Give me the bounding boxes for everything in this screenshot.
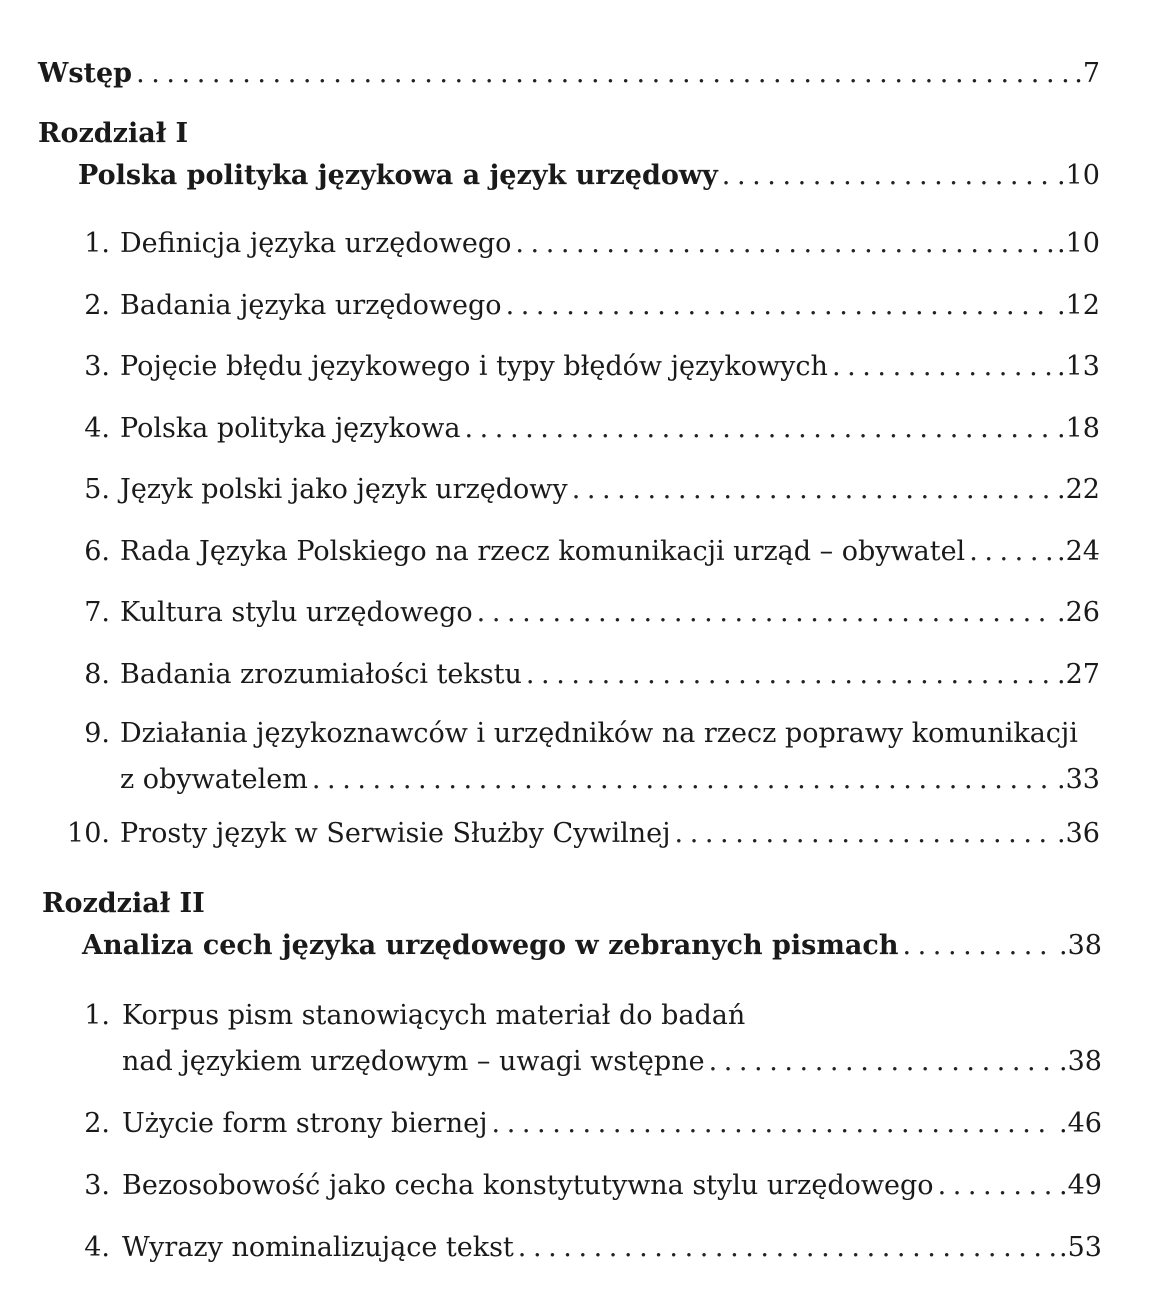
toc-page-number: .10 (1057, 160, 1100, 191)
leader-dots (136, 58, 1070, 90)
toc-entry-title: Rada Języka Polskiego na rzecz komunikacji urząd – obywatel (120, 536, 966, 567)
toc-entry-number: 7. (84, 597, 110, 628)
toc-entry-number: 4. (84, 1232, 110, 1263)
toc-entry (60, 413, 1100, 445)
toc-page-number: .38 (1059, 930, 1102, 961)
toc-entry-title: Bezosobowość jako cecha konstytutywna stylu urzędowego (122, 1170, 934, 1201)
toc-entry (60, 659, 1100, 691)
toc-entry-title: Korpus pism stanowiących materiał do badań (122, 1000, 746, 1031)
toc-entry-continuation (120, 764, 1100, 796)
toc-entry-title: Wyrazy nominalizujące tekst (122, 1232, 514, 1263)
toc-page-number: .36 (1057, 818, 1100, 849)
leader-dots (526, 659, 1053, 691)
toc-page-number: .22 (1057, 474, 1100, 505)
toc-entry (60, 718, 1078, 750)
leader-dots (675, 818, 1054, 850)
toc-entry-number: 3. (84, 1170, 110, 1201)
toc-entry-title: Prosty język w Serwisie Służby Cywilnej (120, 818, 671, 849)
toc-page-number: .26 (1057, 597, 1100, 628)
toc-entry (60, 597, 1100, 629)
toc-entry (60, 228, 1100, 260)
toc-entry-number: 9. (84, 718, 110, 749)
toc-entry-continuation (122, 1046, 1102, 1078)
leader-dots (938, 1170, 1055, 1202)
toc-entry-title-continued: nad językiem urzędowym – uwagi wstępne (122, 1046, 705, 1077)
chapter-label: Rozdział II (42, 888, 205, 919)
toc-page-number: .49 (1059, 1170, 1102, 1201)
toc-entry (60, 290, 1100, 322)
toc-entry (60, 1108, 1102, 1140)
toc-entry-title: Definicja języka urzędowego (120, 228, 512, 259)
toc-entry-number: 6. (84, 536, 110, 567)
toc-page-number: .7 (1074, 58, 1100, 89)
toc-entry-number: 2. (84, 290, 110, 321)
toc-entry (60, 474, 1100, 506)
leader-dots (518, 1232, 1055, 1264)
toc-entry-number: 2. (84, 1108, 110, 1139)
toc-page-number: .33 (1057, 764, 1100, 795)
toc-entry (60, 818, 1100, 850)
toc-entry-intro (38, 58, 1100, 90)
toc-entry-number: 3. (84, 351, 110, 382)
toc-entry-number: 1. (84, 228, 110, 259)
toc-entry-title: Badania języka urzędowego (120, 290, 502, 321)
toc-entry-chapter-title (78, 160, 1100, 192)
toc-page-number: .27 (1057, 659, 1100, 690)
toc-entry-title: Analiza cech języka urzędowego w zebranych pismach (82, 930, 899, 961)
toc-entry-title: Działania językoznawców i urzędników na rzecz poprawy komunikacji (120, 718, 1078, 749)
toc-entry (60, 1000, 745, 1032)
toc-entry-title: Kultura stylu urzędowego (120, 597, 473, 628)
toc-page-number: .10 (1057, 228, 1100, 259)
toc-entry-title: Pojęcie błędu językowego i typy błędów językowych (120, 351, 828, 382)
leader-dots (312, 764, 1053, 796)
toc-page-number: .38 (1059, 1046, 1102, 1077)
leader-dots (492, 1108, 1056, 1140)
toc-page-number: .46 (1059, 1108, 1102, 1139)
leader-dots (464, 413, 1053, 445)
toc-entry-title: Użycie form strony biernej (122, 1108, 488, 1139)
leader-dots (902, 930, 1055, 962)
leader-dots (709, 1046, 1055, 1078)
toc-entry-number: 4. (84, 413, 110, 444)
toc-entry (60, 536, 1100, 568)
toc-entry (60, 351, 1100, 383)
toc-entry-title: Polska polityka językowa (120, 413, 461, 444)
toc-entry-title: Badania zrozumiałości tekstu (120, 659, 522, 690)
toc-entry-title: Wstęp (38, 58, 133, 89)
toc-page-number: .24 (1057, 536, 1100, 567)
leader-dots (969, 536, 1053, 568)
leader-dots (477, 597, 1053, 629)
toc-entry-title-continued: z obywatelem (120, 764, 308, 795)
toc-entry (60, 1232, 1102, 1264)
toc-entry-number: 10. (67, 818, 110, 849)
toc-page-number: .12 (1057, 290, 1100, 321)
leader-dots (515, 228, 1053, 260)
toc-page-number: .13 (1057, 351, 1100, 382)
leader-dots (832, 351, 1053, 383)
toc-entry-chapter-title (82, 930, 1102, 962)
toc-entry-title: Język polski jako język urzędowy (120, 474, 568, 505)
toc-entry-number: 8. (84, 659, 110, 690)
leader-dots (722, 160, 1053, 192)
toc-page-number: .18 (1057, 413, 1100, 444)
leader-dots (572, 474, 1053, 506)
toc-entry-number: 5. (84, 474, 110, 505)
leader-dots (506, 290, 1053, 322)
toc-entry-title: Polska polityka językowa a język urzędowy (78, 160, 718, 191)
toc-page-number: .53 (1059, 1232, 1102, 1263)
toc-entry-number: 1. (84, 1000, 110, 1031)
toc-entry (60, 1170, 1102, 1202)
chapter-label: Rozdział I (38, 118, 189, 149)
